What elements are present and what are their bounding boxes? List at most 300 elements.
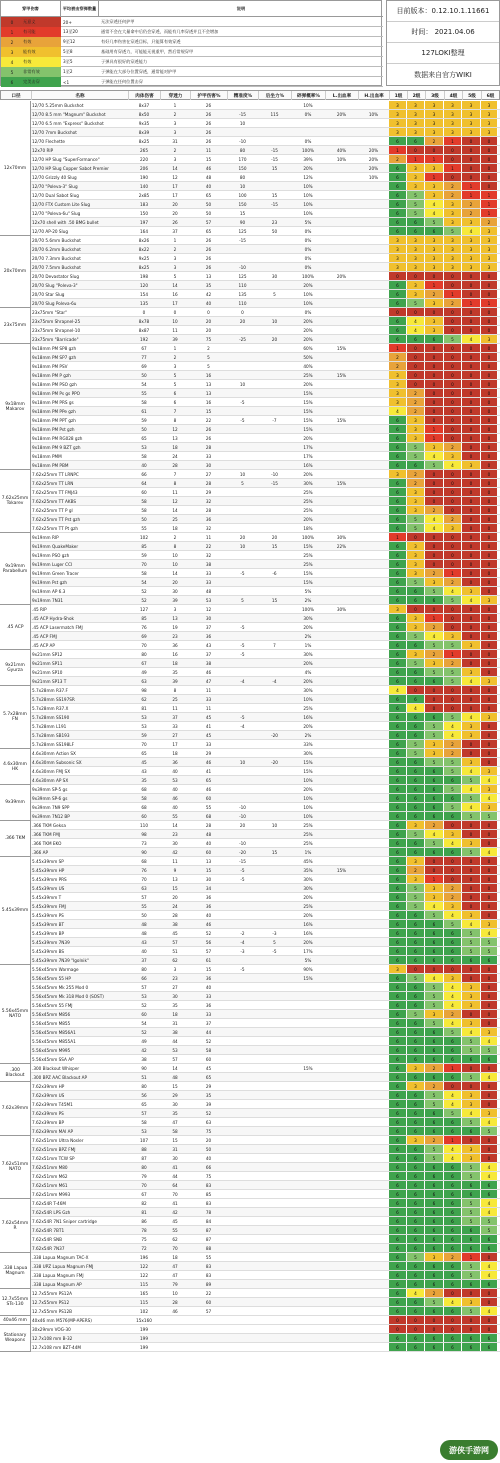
class-effectiveness-cell: 4 — [407, 1289, 425, 1297]
ammo-stat — [227, 1181, 258, 1189]
ammo-stat: 46 — [205, 759, 212, 765]
ammo-stat: 13 — [172, 876, 178, 882]
class-effectiveness-cell: 6 — [389, 695, 407, 703]
ammo-name: 9x18mm PM PSO gzh — [32, 381, 77, 387]
class-effectiveness-cell: 0 — [407, 146, 425, 154]
ammo-stat: 10% — [368, 174, 379, 180]
class-effectiveness-cell: 6 — [444, 956, 462, 964]
class-effectiveness-cell: 6 — [425, 956, 444, 964]
ammo-name: 9x19mm AP 6.3 — [32, 588, 66, 594]
ammo-stat: 55 — [172, 813, 178, 819]
ammo-stat: 12 — [172, 498, 178, 504]
ammo-stat — [325, 443, 358, 451]
class-effectiveness-cell: 2 — [425, 569, 444, 577]
ammo-name: .45 ACP Lasermatch FMJ — [32, 624, 83, 630]
class-effectiveness-cell: 4 — [481, 794, 498, 802]
class-effectiveness-cell: 2 — [425, 1136, 444, 1144]
ammo-stat: 5 — [173, 273, 177, 279]
ammo-stat: 30 — [172, 588, 178, 594]
class-effectiveness-cell: 6 — [389, 803, 407, 811]
class-effectiveness-cell: 6 — [389, 794, 407, 802]
ammo-stat: 2x85 — [138, 192, 150, 198]
ammo-name: 20/70 7.3mm Buckshot — [32, 255, 81, 261]
ammo-stat — [258, 1298, 291, 1306]
ammo-stat — [358, 893, 389, 901]
class-effectiveness-cell: 6 — [425, 1127, 444, 1135]
ammo-name: .45 RIP — [32, 606, 47, 612]
ammo-stat: 65 — [205, 1074, 212, 1080]
class-effectiveness-cell: 4 — [425, 902, 444, 910]
class-effectiveness-cell: 6 — [389, 1334, 407, 1342]
ammo-stat: 26 — [205, 435, 212, 441]
table-row — [31, 1244, 500, 1253]
table-row — [31, 1172, 500, 1181]
ammo-stat — [227, 551, 258, 559]
class-effectiveness-cell: 6 — [407, 1046, 425, 1054]
class-effectiveness-cell: 6 — [389, 821, 407, 829]
ammo-name: 12.7x108 mm B-32 — [32, 1335, 73, 1341]
class-effectiveness-cell: 6 — [389, 1082, 407, 1090]
ammo-stat — [358, 965, 389, 973]
class-effectiveness-cell: 6 — [389, 713, 407, 721]
class-effectiveness-cell: 6 — [444, 1199, 462, 1207]
ammo-stat — [325, 812, 358, 820]
class-effectiveness-cell: 6 — [444, 1073, 462, 1081]
class-effectiveness-cell: 0 — [444, 686, 462, 694]
ammo-name: 12/70 Flechette — [32, 138, 65, 144]
class-effectiveness-cell: 3 — [444, 200, 462, 208]
class-effectiveness-cell: 4 — [481, 1118, 498, 1126]
class-effectiveness-cell: 6 — [444, 1235, 462, 1243]
ammo-stat — [358, 569, 389, 577]
ammo-stat: 20% — [303, 516, 313, 522]
class-effectiveness-cell: 6 — [407, 794, 425, 802]
ammo-name: 7.62x51mm M993 — [32, 1191, 71, 1197]
ammo-name: 5.56x45mm 55 HP — [32, 975, 71, 981]
ammo-name: 7.62x51mm M61 — [32, 1182, 68, 1188]
ammo-stat: 70 — [141, 741, 147, 747]
ammo-stat: 10 — [239, 543, 246, 549]
class-effectiveness-cell: 4 — [444, 911, 462, 919]
ammo-name: 5.45x39mm BS — [32, 948, 65, 954]
legend-shots: <1 — [63, 79, 70, 85]
ammo-stat: 15% — [303, 579, 313, 585]
ammo-stat — [227, 974, 258, 982]
class-effectiveness-cell: 3 — [389, 110, 407, 118]
ammo-stat — [227, 362, 258, 370]
class-effectiveness-cell: 6 — [389, 902, 407, 910]
class-effectiveness-cell: 6 — [389, 911, 407, 919]
table-row — [31, 965, 500, 974]
table-row — [31, 1325, 500, 1334]
ammo-stat — [160, 1343, 190, 1351]
class-effectiveness-cell: 6 — [425, 1046, 444, 1054]
ammo-stat — [325, 497, 358, 505]
ammo-stat: 8 — [173, 417, 177, 423]
ammo-stat — [358, 488, 389, 496]
ammo-stat: 15% — [336, 867, 347, 873]
class-effectiveness-cell: 0 — [462, 542, 481, 550]
ammo-stat — [325, 1046, 358, 1054]
ammo-stat: 38 — [205, 561, 212, 567]
ammo-stat — [325, 101, 358, 109]
table-row — [31, 1334, 500, 1343]
ammo-name: 9x21mm SP11 — [32, 660, 63, 666]
class-effectiveness-cell: 4 — [444, 1298, 462, 1306]
ammo-stat — [291, 1217, 325, 1225]
table-row — [31, 461, 500, 470]
ammo-stat — [325, 236, 358, 244]
class-effectiveness-cell: 6 — [407, 713, 425, 721]
ammo-stat: 16 — [205, 372, 212, 378]
class-effectiveness-cell: 0 — [481, 1145, 498, 1153]
class-effectiveness-cell: 5 — [407, 299, 425, 307]
ammo-stat — [258, 740, 291, 748]
ammo-stat — [325, 677, 358, 685]
ammo-stat — [291, 1055, 325, 1063]
class-effectiveness-cell: 6 — [389, 947, 407, 955]
ammo-stat: -5 — [240, 651, 245, 657]
ammo-stat: -15 — [239, 858, 246, 864]
class-effectiveness-cell: 6 — [389, 875, 407, 883]
class-effectiveness-cell: 2 — [462, 209, 481, 217]
class-effectiveness-cell: 6 — [389, 974, 407, 982]
ammo-stat — [258, 362, 291, 370]
table-row — [31, 200, 500, 209]
ammo-stat — [325, 893, 358, 901]
ammo-stat: 0% — [304, 246, 312, 252]
ammo-stat — [325, 785, 358, 793]
ammo-stat — [258, 173, 291, 181]
ammo-name: 5.7x28mm SS198LF — [32, 741, 75, 747]
ammo-stat — [291, 1118, 325, 1126]
class-effectiveness-cell: 6 — [444, 1262, 462, 1270]
ammo-stat: 48 — [141, 930, 147, 936]
class-effectiveness-cell: 0 — [481, 164, 498, 172]
class-effectiveness-cell: 0 — [481, 911, 498, 919]
class-effectiveness-cell: 0 — [481, 272, 498, 280]
class-effectiveness-cell: 0 — [481, 893, 498, 901]
class-effectiveness-cell: 6 — [389, 335, 407, 343]
table-row — [31, 308, 500, 317]
ammo-stat — [325, 1325, 358, 1333]
class-effectiveness-cell: 5 — [462, 1199, 481, 1207]
class-effectiveness-cell: 6 — [407, 587, 425, 595]
class-effectiveness-cell: 3 — [389, 470, 407, 478]
ammo-stat — [325, 695, 358, 703]
class-effectiveness-cell: 6 — [407, 938, 425, 946]
class-effectiveness-cell: 2 — [389, 353, 407, 361]
class-effectiveness-cell: 4 — [462, 335, 481, 343]
class-effectiveness-cell: 5 — [444, 758, 462, 766]
class-effectiveness-cell: 6 — [389, 443, 407, 451]
table-row — [31, 1100, 500, 1109]
table-row — [31, 830, 500, 839]
class-effectiveness-cell: 3 — [407, 650, 425, 658]
class-effectiveness-cell: 6 — [425, 1037, 444, 1045]
ammo-stat — [358, 1163, 389, 1171]
ammo-stat: 45 — [205, 1065, 212, 1071]
caliber-cell: 23x75mm — [0, 308, 31, 344]
ammo-stat: 15 — [239, 210, 246, 216]
ammo-stat — [258, 497, 291, 505]
table-row — [31, 245, 500, 254]
ammo-stat: 53 — [172, 777, 178, 783]
ammo-stat — [227, 425, 258, 433]
ammo-stat: 84 — [205, 1218, 212, 1224]
class-effectiveness-cell: 6 — [425, 848, 444, 856]
ammo-stat — [325, 686, 358, 694]
ammo-stat: 35 — [172, 1110, 178, 1116]
ammo-stat — [358, 542, 389, 550]
class-effectiveness-cell: 1 — [425, 875, 444, 883]
ammo-stat — [258, 587, 291, 595]
class-effectiveness-cell: 5 — [444, 596, 462, 604]
class-effectiveness-cell: 0 — [462, 380, 481, 388]
ammo-stat — [325, 938, 358, 946]
ammo-stat: 58 — [141, 399, 147, 405]
ammo-stat: 120 — [140, 282, 148, 288]
class-effectiveness-cell: 0 — [425, 362, 444, 370]
col-name: 名称 — [32, 91, 129, 100]
table-row — [31, 281, 500, 290]
ammo-stat — [291, 1073, 325, 1081]
ammo-stat — [358, 992, 389, 1000]
ammo-stat — [325, 884, 358, 892]
class-effectiveness-cell: 6 — [389, 884, 407, 892]
class-effectiveness-cell: 5 — [425, 1154, 444, 1162]
class-effectiveness-cell: 0 — [444, 398, 462, 406]
class-effectiveness-cell: 5 — [425, 461, 444, 469]
ammo-name: .300 Blackout Whisper — [32, 1065, 80, 1071]
ammo-stat: 90% — [303, 966, 313, 972]
ammo-stat — [358, 722, 389, 730]
class-effectiveness-cell: 3 — [462, 1019, 481, 1027]
class-effectiveness-cell: 6 — [407, 695, 425, 703]
class-effectiveness-cell: 3 — [462, 1145, 481, 1153]
ammo-name: 4.6x30mm AP SX — [32, 777, 69, 783]
ammo-stat — [291, 1262, 325, 1270]
ammo-stat — [227, 101, 258, 109]
ammo-stat — [358, 1091, 389, 1099]
class-effectiveness-cell: 0 — [462, 1064, 481, 1072]
ammo-stat — [358, 551, 389, 559]
ammo-stat: 85 — [205, 1191, 212, 1197]
class-effectiveness-cell: 6 — [444, 1172, 462, 1180]
ammo-name: 9x18mm PM PPe gzh — [32, 408, 76, 414]
ammo-stat — [358, 1073, 389, 1081]
ammo-stat: 102 — [140, 534, 148, 540]
class-effectiveness-cell: 6 — [444, 776, 462, 784]
ammo-stat — [258, 1172, 291, 1180]
class-effectiveness-cell: 6 — [389, 317, 407, 325]
class-effectiveness-cell: 6 — [407, 1181, 425, 1189]
class-effectiveness-cell: 3 — [425, 191, 444, 199]
class-effectiveness-cell: 2 — [462, 200, 481, 208]
class-effectiveness-cell: 6 — [389, 623, 407, 631]
class-effectiveness-cell: 0 — [462, 272, 481, 280]
info-panel — [386, 0, 500, 86]
table-row — [31, 1064, 500, 1073]
col-class-3: 3级 — [426, 91, 445, 100]
ammo-stat — [358, 596, 389, 604]
class-effectiveness-cell: 6 — [425, 785, 444, 793]
ammo-stat: 40 — [172, 804, 178, 810]
ammo-stat — [227, 686, 258, 694]
ammo-name: 5.45x39mm BP — [32, 930, 65, 936]
ammo-stat — [325, 290, 358, 298]
ammo-stat — [325, 1064, 358, 1072]
table-row — [31, 1298, 500, 1307]
ammo-stat: 41 — [205, 723, 212, 729]
class-effectiveness-cell: 5 — [407, 659, 425, 667]
table-row — [31, 1289, 500, 1298]
ammo-stat — [258, 515, 291, 523]
ammo-stat: 58 — [141, 1119, 147, 1125]
ammo-name: 7.62x25mm TT AKBS — [32, 498, 77, 504]
ammo-name: 9x18mm PM PPT gzh — [32, 417, 76, 423]
ammo-stat: 23 — [172, 633, 178, 639]
ammo-stat — [325, 1118, 358, 1126]
ammo-stat — [325, 461, 358, 469]
ammo-stat — [325, 623, 358, 631]
ammo-stat: 20% — [368, 156, 379, 162]
ammo-stat: 46 — [205, 669, 212, 675]
ammo-stat: 26 — [172, 219, 178, 225]
ammo-stat: 29 — [205, 489, 212, 495]
table-row — [31, 839, 500, 848]
class-effectiveness-cell: 6 — [444, 1226, 462, 1234]
ammo-stat: 16% — [303, 921, 313, 927]
ammo-stat — [358, 317, 389, 325]
ammo-stat: 10% — [303, 813, 313, 819]
ammo-name: 7.62x51mm Ultra Nosler — [32, 1137, 84, 1143]
ammo-stat: 60 — [141, 813, 147, 819]
class-effectiveness-cell: 0 — [425, 479, 444, 487]
class-effectiveness-cell: 0 — [462, 821, 481, 829]
class-effectiveness-cell: 0 — [407, 362, 425, 370]
table-row — [31, 1163, 500, 1172]
class-effectiveness-cell: 2 — [389, 362, 407, 370]
ammo-stat — [258, 1325, 291, 1333]
ammo-stat: 26 — [205, 237, 212, 243]
class-effectiveness-cell: 3 — [407, 290, 425, 298]
table-row — [31, 875, 500, 884]
ammo-stat: 70 — [172, 1191, 178, 1197]
ammo-stat — [227, 1127, 258, 1135]
ammo-stat — [358, 713, 389, 721]
class-effectiveness-cell: 0 — [481, 1091, 498, 1099]
class-effectiveness-cell: 6 — [407, 461, 425, 469]
ammo-stat: 53 — [205, 597, 212, 603]
ammo-stat — [227, 524, 258, 532]
ammo-stat: 2 — [173, 111, 177, 117]
ammo-stat — [258, 245, 291, 253]
ammo-stat: 13 — [205, 273, 212, 279]
ammo-stat: 33 — [205, 1011, 212, 1017]
class-effectiveness-cell: 0 — [407, 353, 425, 361]
class-effectiveness-cell: 3 — [462, 461, 481, 469]
class-effectiveness-cell: 0 — [462, 137, 481, 145]
table-row — [31, 848, 500, 857]
ammo-stat: 44 — [172, 1173, 178, 1179]
class-effectiveness-cell: 6 — [389, 1028, 407, 1036]
ammo-stat: 30 — [172, 840, 178, 846]
legend-row — [1, 77, 383, 87]
class-effectiveness-cell: 6 — [425, 1199, 444, 1207]
class-effectiveness-cell: 6 — [389, 434, 407, 442]
class-effectiveness-cell: 3 — [407, 821, 425, 829]
class-effectiveness-cell: 2 — [407, 389, 425, 397]
class-effectiveness-cell: 0 — [481, 659, 498, 667]
ammo-stat: -5 — [240, 399, 245, 405]
ammo-stat: 53 — [141, 444, 147, 450]
ammo-stat — [358, 236, 389, 244]
class-effectiveness-cell: 0 — [444, 362, 462, 370]
ammo-stat — [325, 119, 358, 127]
class-effectiveness-cell: 0 — [425, 389, 444, 397]
class-effectiveness-cell: 3 — [407, 497, 425, 505]
ammo-stat: 51 — [141, 1074, 147, 1080]
class-effectiveness-cell: 6 — [389, 587, 407, 595]
ammo-stat — [258, 623, 291, 631]
class-effectiveness-cell: 4 — [425, 200, 444, 208]
ammo-stat: 62 — [141, 696, 147, 702]
ammo-stat: 36 — [205, 903, 212, 909]
ammo-stat — [258, 722, 291, 730]
ammo-stat — [258, 713, 291, 721]
class-effectiveness-cell: 0 — [462, 866, 481, 874]
class-effectiveness-cell: 6 — [481, 1343, 498, 1351]
ammo-stat — [325, 1001, 358, 1009]
ammo-name: 9x18mm PM SP7 gzh — [32, 354, 77, 360]
ammo-stat: 15% — [336, 345, 347, 351]
table-row — [31, 272, 500, 281]
class-effectiveness-cell: 3 — [425, 443, 444, 451]
ammo-stat: 47 — [172, 1263, 178, 1269]
table-row — [31, 560, 500, 569]
ammo-stat: 25 — [172, 696, 178, 702]
table-row — [31, 218, 500, 227]
table-row — [31, 1019, 500, 1028]
ammo-stat: 28 — [205, 507, 212, 513]
ammo-stat: 10% — [303, 804, 313, 810]
class-effectiveness-cell: 3 — [425, 578, 444, 586]
ammo-stat — [258, 407, 291, 415]
ammo-stat: 58 — [141, 498, 147, 504]
ammo-stat — [258, 974, 291, 982]
ammo-stat: 81 — [141, 705, 147, 711]
class-effectiveness-cell: 6 — [425, 1181, 444, 1189]
class-effectiveness-cell: 6 — [407, 1226, 425, 1234]
ammo-stat: 62 — [172, 957, 178, 963]
ammo-stat: 33 — [172, 723, 178, 729]
class-effectiveness-cell: 6 — [407, 1163, 425, 1171]
ammo-stat: 48 — [205, 831, 212, 837]
ammo-stat: 15% — [303, 570, 313, 576]
class-effectiveness-cell: 1 — [444, 650, 462, 658]
class-effectiveness-cell: 5 — [444, 335, 462, 343]
table-row — [31, 434, 500, 443]
ammo-stat: 7 — [273, 642, 276, 648]
class-effectiveness-cell: 6 — [389, 1235, 407, 1243]
ammo-stat — [358, 731, 389, 739]
class-effectiveness-cell: 0 — [462, 578, 481, 586]
legend-label: 能有效 — [21, 47, 61, 57]
class-effectiveness-cell: 4 — [425, 632, 444, 640]
ammo-name: 5.56x45mm M856 — [32, 1011, 71, 1017]
ammo-stat — [325, 1136, 358, 1144]
